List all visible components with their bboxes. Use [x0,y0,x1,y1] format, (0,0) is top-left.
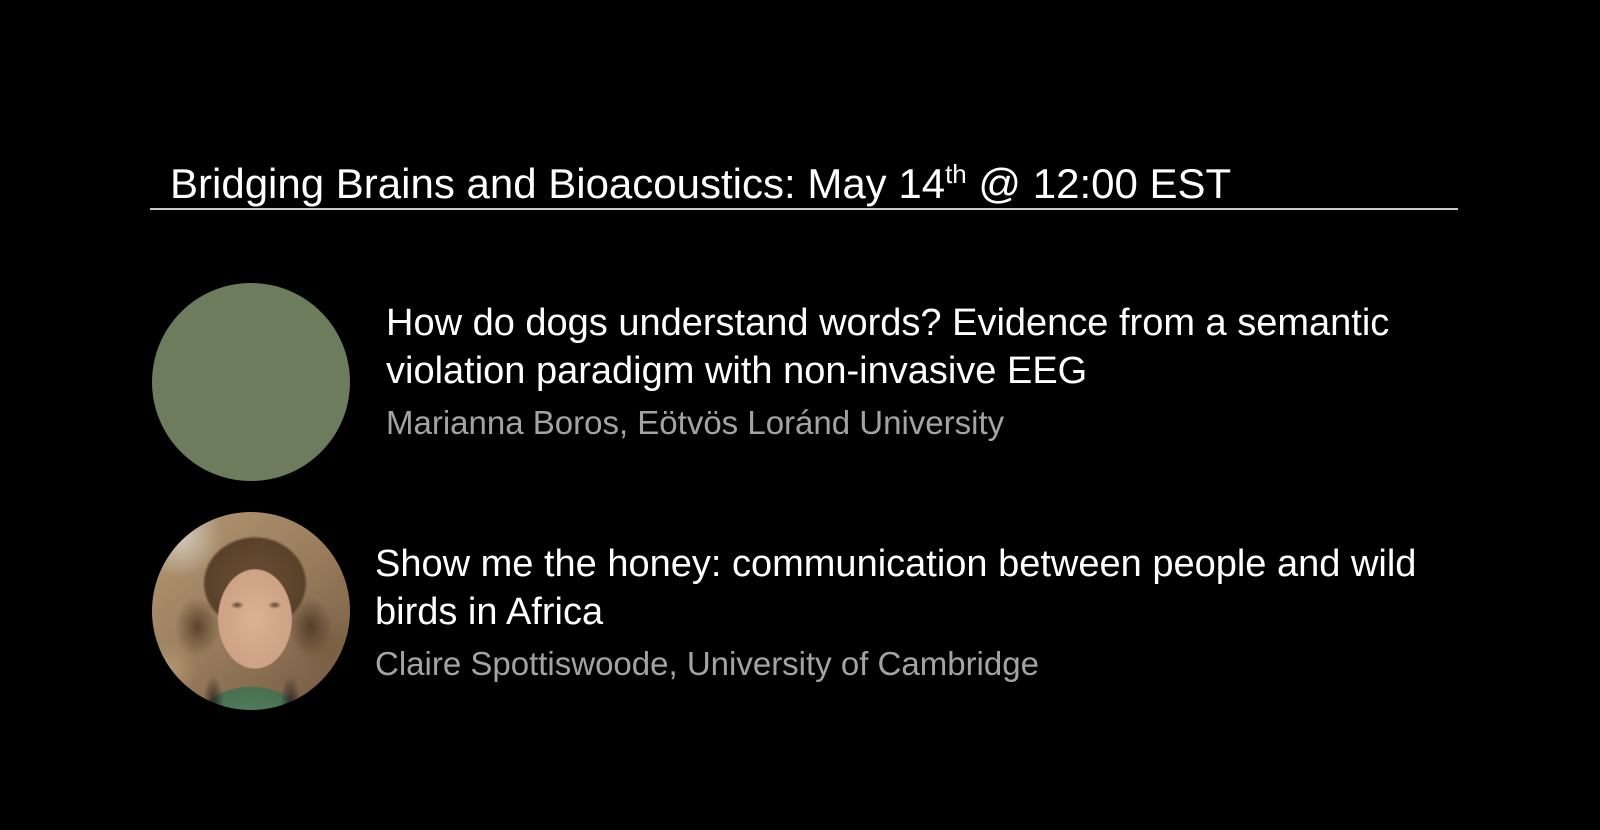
speaker-name: Claire Spottiswoode, University of Cambridge [375,645,1039,682]
talk-title-line-1: Show me the honey: communication between people and wild [375,543,1417,585]
talk-title-line-2: birds in Africa [375,591,604,633]
talk-title-line-2: violation paradigm with non-invasive EEG [386,350,1088,392]
title-underline-divider [150,208,1458,210]
avatar-claire-spottiswoode [152,512,350,710]
speaker-name: Marianna Boros, Eötvös Loránd University [386,404,1005,441]
talk-text-block [386,299,1389,444]
avatar-marianna-boros [152,283,350,481]
talk-title-line-1: How do dogs understand words? Evidence from a semantic [386,302,1390,344]
talk-text-block [375,540,1416,685]
page-title-text: Bridging Brains and Bioacoustics: May 14 [170,160,946,208]
talk-title [375,540,1416,636]
talk-title [386,299,1389,395]
page-title [170,160,1231,208]
page-title-time: @ 12:00 EST [966,160,1232,208]
page-title-superscript: th [945,159,967,190]
